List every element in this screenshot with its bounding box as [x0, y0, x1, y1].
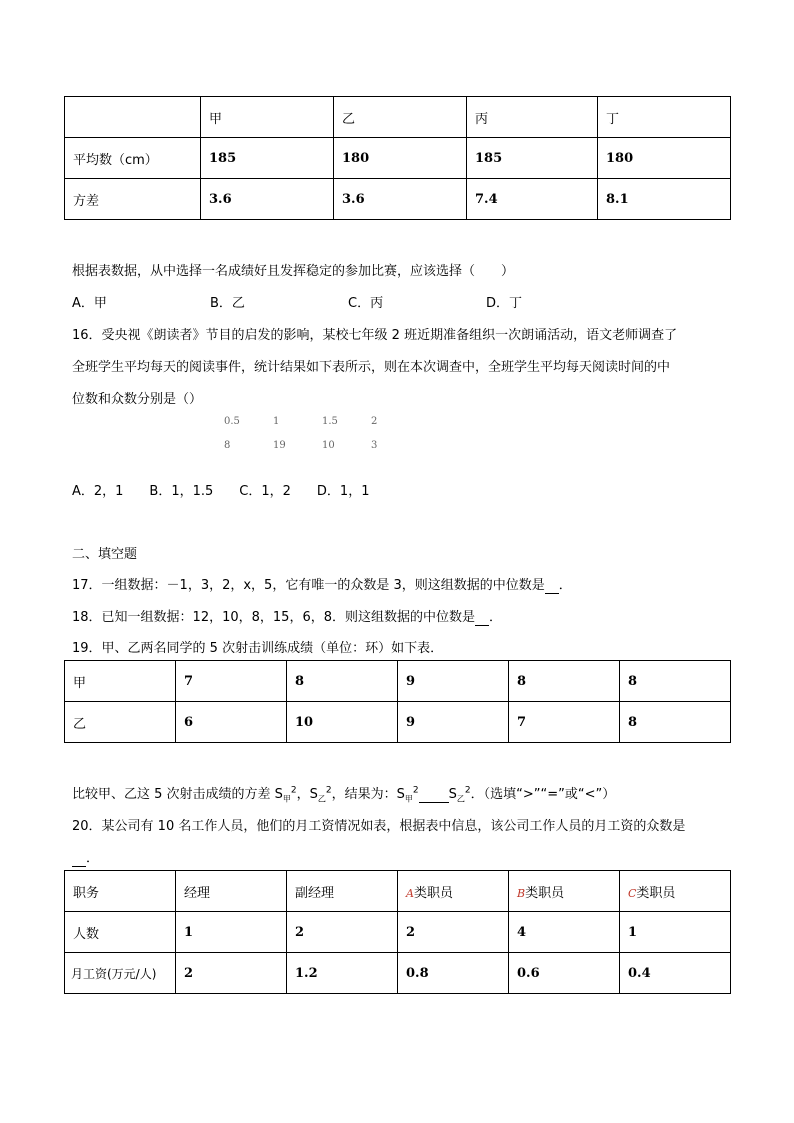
mini-table-cell: 10 [322, 440, 335, 451]
subscript: 乙 [456, 794, 465, 804]
table-cell: 8.1 [598, 179, 731, 220]
table-cell: 乙 [65, 702, 176, 743]
q15-question: 根据表数据，从中选择一名成绩好且发挥稳定的参加比赛，应该选择（ ） [72, 264, 515, 279]
table-cell: 1 [176, 912, 287, 953]
table-cell: 经理 [176, 871, 287, 912]
table-cell: 职务 [65, 871, 176, 912]
table-cell [65, 97, 201, 138]
table-salary [64, 870, 731, 994]
compare-text: 比较甲、乙这 5 次射击成绩的方差 S [72, 787, 283, 802]
answer-blank [475, 610, 489, 626]
table-cell: 2 [398, 912, 509, 953]
table-cell: 8 [620, 702, 731, 743]
table-cell: 7 [176, 661, 287, 702]
q15-option-c: C．丙 [348, 296, 384, 311]
mini-table-cell: 0.5 [224, 416, 240, 427]
table-cell: 7 [509, 702, 620, 743]
compare-text: ，S [296, 787, 318, 802]
q15-option-a: A．甲 [72, 296, 107, 311]
table-cell: 2 [287, 912, 398, 953]
q17-question [72, 574, 572, 594]
q16-options: A．2，1 B．1，1.5 C．1，2 D．1，1 [72, 484, 370, 499]
table-row [65, 97, 731, 138]
q15-option-b: B．乙 [210, 296, 245, 311]
table-row [65, 953, 731, 994]
q16-question-line1: 16．受央视《朗读者》节目的启发的影响，某校七年级 2 班近期准备组织一次朗诵活动，语文老师调查了 [72, 328, 678, 343]
superscript: 2 [464, 785, 471, 796]
compare-text: S [448, 787, 457, 802]
table-cell [620, 871, 731, 912]
table-cell: 8 [509, 661, 620, 702]
table-cell [509, 871, 620, 912]
q18-question [72, 606, 502, 626]
table-cell: 副经理 [287, 871, 398, 912]
table-cell: 7.4 [467, 179, 598, 220]
table-cell: 185 [201, 138, 334, 179]
compare-text: ，结果为：S [331, 787, 405, 802]
table-cell: 8 [620, 661, 731, 702]
table-cell: 甲 [201, 97, 334, 138]
answer-blank [72, 851, 86, 867]
mini-table-cell: 1.5 [322, 416, 338, 427]
q20-answer-line [72, 847, 99, 867]
table-cell: 丙 [467, 97, 598, 138]
q17-text: 17．一组数据：－1，3，2，x，5，它有唯一的众数是 3，则这组数据的中位数是 [72, 578, 545, 593]
table-cell: 9 [398, 702, 509, 743]
q19-question: 19．甲、乙两名同学的 5 次射击训练成绩（单位：环）如下表． [72, 641, 444, 656]
compare-text: ．（选填“>”“=”或“<”） [470, 787, 616, 802]
section-title: 二、填空题 [72, 547, 138, 562]
table-cell: 1.2 [287, 953, 398, 994]
subscript: 乙 [317, 794, 326, 804]
q20-question: 20．某公司有 10 名工作人员，他们的月工资情况如表，根据表中信息，该公司工作人员的月工资的众数是 [72, 819, 686, 834]
q18-text: 18．已知一组数据：12，10，8，15，6，8．则这组数据的中位数是 [72, 610, 475, 625]
table-row [65, 138, 731, 179]
q20-end: ． [86, 851, 100, 866]
table-shooting-scores [64, 660, 731, 743]
table-cell: 6 [176, 702, 287, 743]
table-row [65, 661, 731, 702]
mini-table-cell: 19 [273, 440, 286, 451]
mini-table-cell: 2 [371, 416, 378, 427]
header-label: 类职员 [413, 885, 453, 901]
subscript: 甲 [282, 794, 291, 804]
table-cell: 0.8 [398, 953, 509, 994]
mini-table-cell: 8 [224, 440, 231, 451]
header-label: 类职员 [525, 885, 565, 901]
mini-table-cell: 3 [371, 440, 378, 451]
table-cell: 丁 [598, 97, 731, 138]
table-row [65, 912, 731, 953]
q18-end: ． [488, 610, 502, 625]
table-cell: 0.4 [620, 953, 731, 994]
q17-end: ． [558, 578, 572, 593]
table-cell: 乙 [334, 97, 467, 138]
letter-a: A [406, 886, 414, 900]
q15-option-d: D．丁 [486, 296, 523, 311]
table-cell: 0.6 [509, 953, 620, 994]
table-cell: 180 [598, 138, 731, 179]
superscript: 2 [290, 785, 297, 796]
letter-c: C [628, 886, 637, 900]
answer-blank [545, 578, 559, 594]
letter-b: B [517, 886, 526, 900]
table-cell: 3.6 [201, 179, 334, 220]
superscript: 2 [412, 785, 419, 796]
table-cell [398, 871, 509, 912]
table-cell: 平均数（cm） [65, 138, 201, 179]
table-cell: 4 [509, 912, 620, 953]
table-cell: 9 [398, 661, 509, 702]
table-row [65, 871, 731, 912]
table-cell: 2 [176, 953, 287, 994]
table-cell: 180 [334, 138, 467, 179]
table-cell: 10 [287, 702, 398, 743]
table-cell: 甲 [65, 661, 176, 702]
table-cell: 月工资(万元/人) [65, 953, 176, 994]
table-cell: 1 [620, 912, 731, 953]
mini-table-cell: 1 [273, 416, 280, 427]
table-row [65, 702, 731, 743]
table-row [65, 179, 731, 220]
table-cell: 185 [467, 138, 598, 179]
table-height-variance [64, 96, 731, 220]
table-cell: 人数 [65, 912, 176, 953]
subscript: 甲 [404, 794, 413, 804]
q19-compare [72, 783, 615, 805]
superscript: 2 [325, 785, 332, 796]
table-cell: 8 [287, 661, 398, 702]
table-cell: 3.6 [334, 179, 467, 220]
header-label: 类职员 [636, 885, 676, 901]
table-cell: 方差 [65, 179, 201, 220]
q16-question-line3: 位数和众数分别是（） [72, 392, 203, 407]
q16-question-line2: 全班学生平均每天的阅读事件，统计结果如下表所示，则在本次调查中，全班学生平均每天阅读时间的中 [72, 360, 671, 375]
answer-blank [419, 787, 449, 803]
